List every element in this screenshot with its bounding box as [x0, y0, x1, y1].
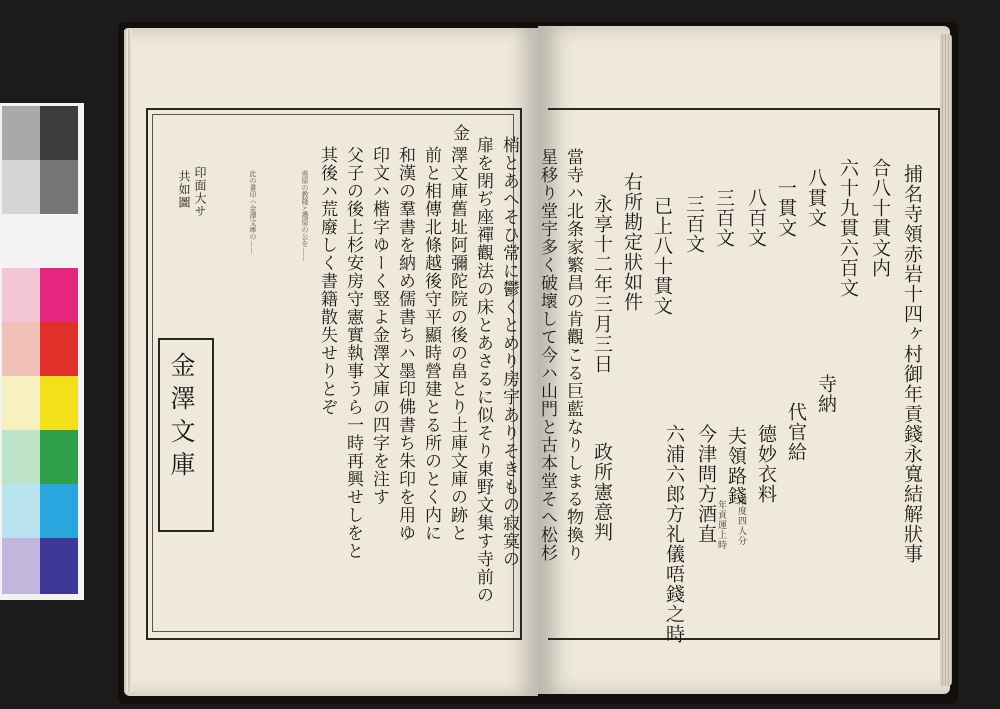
- color-patch: [2, 160, 40, 216]
- text-line-r2: 星移り堂宇多く破壞して今ハ山門と古本堂そへ松杉: [537, 148, 557, 562]
- color-patch: [2, 214, 40, 270]
- closing-line: 右所勘定狀如件: [621, 172, 643, 312]
- small-note-2: 年貢運上時: [716, 500, 726, 550]
- color-patch: [40, 430, 78, 486]
- color-patch: [40, 106, 78, 162]
- signature-line: 政所憲意判: [591, 442, 613, 542]
- dense-small-text-1: 甫原の教隆と禮原の公を……: [301, 170, 309, 261]
- color-patch: [2, 430, 40, 486]
- amount-line-6: 三百文: [683, 194, 705, 254]
- color-patch: [40, 322, 78, 378]
- color-patch: [2, 106, 40, 162]
- dense-small-text-2: 此の書印ハ金澤文庫の……: [249, 170, 257, 254]
- text-line-3: 澤文庫舊址阿彌陀院の後の畠とり土庫文庫の跡と: [447, 146, 467, 542]
- seal-title: 金澤文庫: [167, 352, 196, 484]
- color-patch: [40, 484, 78, 540]
- amount-line-1: 六十九貫六百文: [837, 158, 859, 298]
- color-patch: [40, 160, 78, 216]
- text-line-1: 梢とあへそひ常に鬱くとめり房宇ありそきもの寂寞の: [499, 136, 519, 568]
- date-line: 永享十二年三月三日: [591, 194, 613, 374]
- text-line-2: 扉を閉ぢ座禪觀法の床とあさるに似そり東野文集す寺前の: [473, 136, 493, 604]
- color-patch: [2, 322, 40, 378]
- right-page-edges: [940, 34, 952, 686]
- text-line-r1: 當寺ハ北条家繁昌の肯觀こる巨藍なりしまる物換り: [563, 148, 583, 562]
- item-deputy-salary: 代官給: [785, 402, 807, 462]
- text-line-8: 其後ハ荒廢しく書籍散失せりとぞ: [317, 146, 337, 416]
- text-line-5: 和漢の羣書を納め儒書ちハ墨印佛書ち朱印を用ゆ: [395, 146, 415, 542]
- left-page-edges: [124, 30, 132, 692]
- color-patch: [2, 538, 40, 594]
- amount-line-3: 一貫文: [775, 178, 797, 238]
- section-header: 金: [449, 124, 469, 142]
- color-patch: [40, 376, 78, 432]
- amount-line-5: 三百文: [713, 188, 735, 248]
- color-patch: [40, 538, 78, 594]
- item-temple-receipt: 寺納: [815, 374, 837, 414]
- amount-line-4: 八百文: [745, 188, 767, 248]
- color-patch: [40, 268, 78, 324]
- color-patch: [2, 484, 40, 540]
- sum-line: 已上八十貫文: [651, 196, 673, 316]
- text-line-7: 父子の後上杉安房守憲實執事うら一時再興せしをと: [343, 146, 363, 560]
- color-patch: [2, 376, 40, 432]
- small-note-1: 兩度四人分: [736, 496, 746, 546]
- amount-line-2: 八貫文: [805, 168, 827, 228]
- color-patch: [2, 268, 40, 324]
- text-line-6: 印文ハ楷字ゆーく竪よ金澤文庫の四字を注す: [369, 146, 389, 506]
- color-patch: [40, 214, 78, 270]
- seal-caption-2: 共如圖: [177, 170, 191, 209]
- text-line-4: 前と相傳北條越後守平顯時營建とる所のとく内に: [421, 146, 441, 542]
- item-sake-fee: 今津問方酒直: [695, 424, 717, 544]
- total-amount: 合八十貫文内: [869, 158, 891, 278]
- item-courtesy-money: 六浦六郎方礼儀唔錢之時: [663, 424, 685, 644]
- item-robe-fee: 德妙衣料: [755, 424, 777, 504]
- seal-caption-1: 印面大サ: [193, 166, 207, 218]
- document-title: 捕名寺領赤岩十四ヶ村御年貢錢永寬結解狀事: [901, 164, 923, 564]
- item-travel-money: 夫領路錢: [725, 426, 747, 506]
